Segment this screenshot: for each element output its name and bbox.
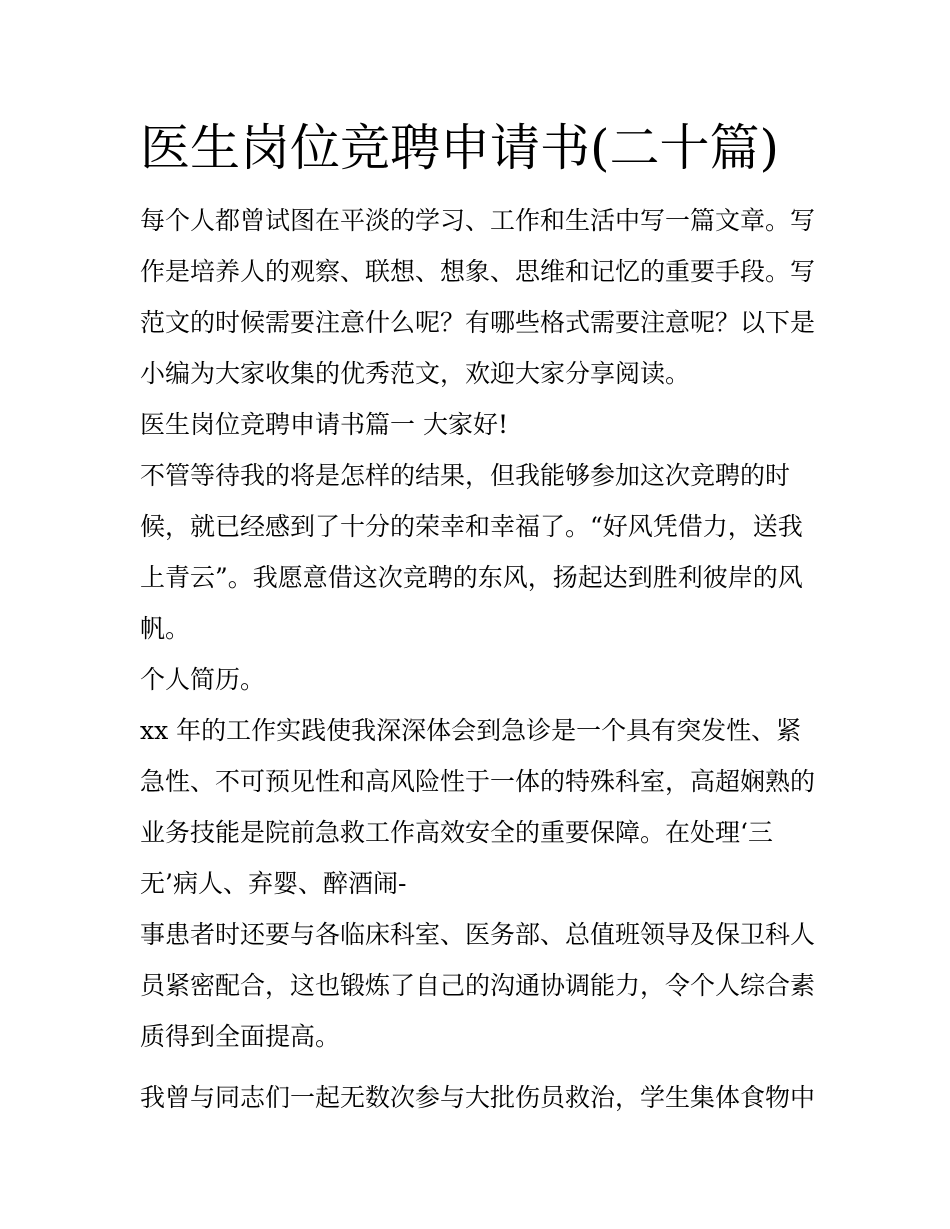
paragraph-line: 个人简历。 xyxy=(140,665,266,694)
paragraph-line: 每个人都曾试图在平淡的学习、工作和生活中写一篇文章。写 xyxy=(140,206,816,235)
paragraph-line: 上青云”。我愿意借这次竞聘的东风，扬起达到胜利彼岸的风 xyxy=(140,563,803,592)
paragraph-line: 急性、不可预见性和高风险性于一体的特殊科室，高超娴熟的 xyxy=(140,767,816,796)
paragraph-line: 范文的时候需要注意什么呢？有哪些格式需要注意呢？以下是 xyxy=(140,308,816,337)
paragraph-line: 质得到全面提高。 xyxy=(140,1022,341,1051)
paragraph-line: 小编为大家收集的优秀范文，欢迎大家分享阅读。 xyxy=(140,359,691,388)
paragraph-line: 不管等待我的将是怎样的结果，但我能够参加这次竞聘的时 xyxy=(140,461,791,490)
paragraph-line: 事患者时还要与各临床科室、医务部、总值班领导及保卫科人 xyxy=(140,920,816,949)
section-heading-line: 医生岗位竞聘申请书篇一 大家好! xyxy=(140,410,508,439)
paragraph-line: 作是培养人的观察、联想、想象、思维和记忆的重要手段。写 xyxy=(140,257,816,286)
paragraph-line: 业务技能是院前急救工作高效安全的重要保障。在处理‘三 xyxy=(140,818,773,847)
paragraph-line: 帆。 xyxy=(140,614,191,643)
paragraph-line: xx 年的工作实践使我深深体会到急诊是一个具有突发性、紧 xyxy=(140,716,802,745)
paragraph-line: 无’病人、弃婴、醉酒闹- xyxy=(140,869,407,898)
paragraph-line: 我曾与同志们一起无数次参与大批伤员救治，学生集体食物中 xyxy=(140,1083,816,1112)
paragraph-line: 员紧密配合，这也锻炼了自己的沟通协调能力，令个人综合素 xyxy=(140,971,816,1000)
document-title: 医生岗位竞聘申请书(二十篇) xyxy=(140,119,780,177)
paragraph-line: 候，就已经感到了十分的荣幸和幸福了。“好风凭借力，送我 xyxy=(140,512,803,541)
